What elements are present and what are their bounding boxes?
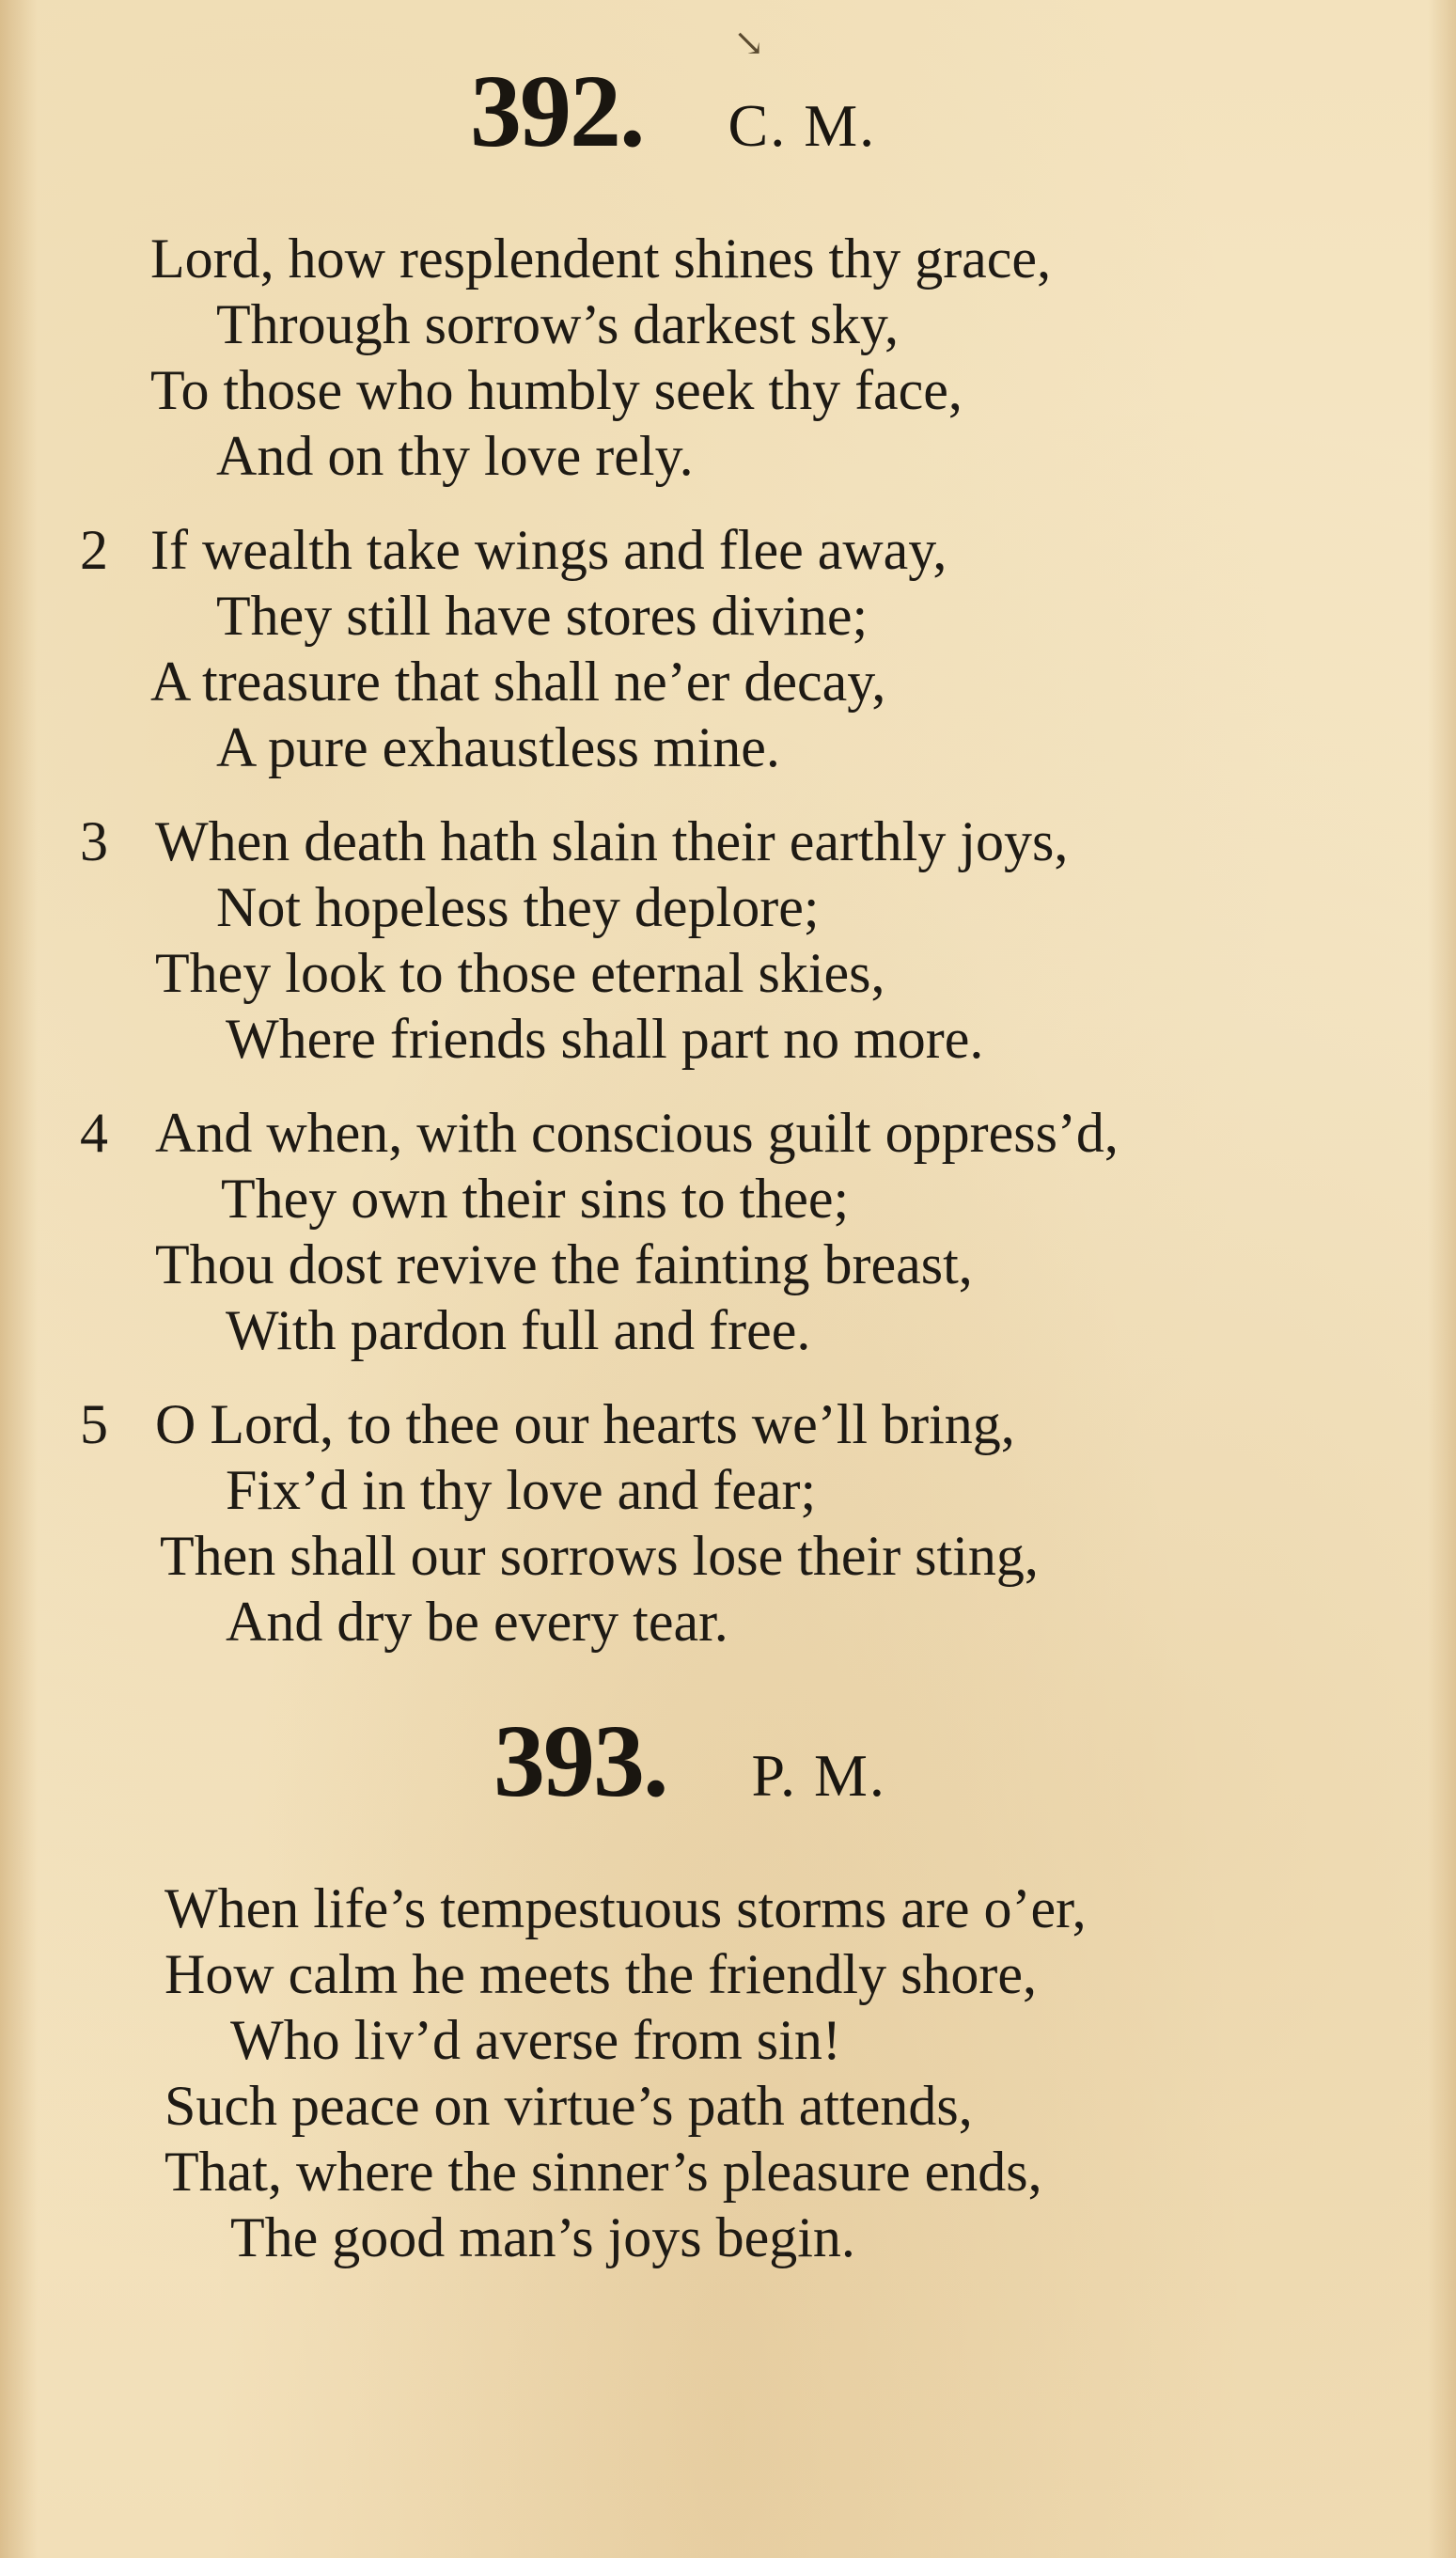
page-edge-shading xyxy=(0,0,38,2558)
verse-line: Fix’d in thy love and fear; xyxy=(226,1459,817,1521)
verse-line: Through sorrow’s darkest sky, xyxy=(216,293,900,355)
hymn-header xyxy=(470,52,876,171)
verse-number: 4 xyxy=(80,1102,108,1164)
verse-line: When death hath slain their earthly joys, xyxy=(155,810,1069,872)
hymn-meter: C. M. xyxy=(728,92,877,159)
verse-line: When life’s tempestuous storms are o’er, xyxy=(164,1877,1087,1939)
verse-line: If wealth take wings and flee away, xyxy=(150,519,947,581)
verse-line: O Lord, to thee our hearts we’ll bring, xyxy=(155,1393,1015,1455)
verse-line: And when, with conscious guilt oppress’d, xyxy=(155,1102,1119,1164)
verse-line: How calm he meets the friendly shore, xyxy=(164,1943,1038,2005)
verse-line: That, where the sinner’s pleasure ends, xyxy=(164,2141,1042,2203)
verse-line: The good man’s joys begin. xyxy=(230,2206,855,2268)
verse-line: And dry be every tear. xyxy=(226,1591,728,1653)
verse-line: And on thy love rely. xyxy=(216,425,694,487)
verse-line: Where friends shall part no more. xyxy=(226,1008,984,1070)
verse-line: They own their sins to thee; xyxy=(221,1168,850,1230)
page-edge-shading xyxy=(1428,0,1456,2558)
hymn-header xyxy=(493,1702,886,1821)
hymn-meter: P. M. xyxy=(751,1742,886,1809)
verse-number: 2 xyxy=(80,519,108,581)
hymn-number: 392. xyxy=(470,54,644,168)
verse-line: They look to those eternal skies, xyxy=(155,942,885,1004)
verse-line: Not hopeless they deplore; xyxy=(216,876,820,938)
verse-number: 5 xyxy=(80,1393,108,1455)
verse-line: Such peace on virtue’s path attends, xyxy=(164,2075,973,2137)
verse-number: 3 xyxy=(80,810,108,872)
verse-line: A pure exhaustless mine. xyxy=(216,716,780,778)
verse-line: To those who humbly seek thy face, xyxy=(150,359,963,421)
verse-line: With pardon full and free. xyxy=(226,1299,811,1361)
verse-line: Thou dost revive the fainting breast, xyxy=(155,1233,973,1295)
verse-line: A treasure that shall ne’er decay, xyxy=(150,651,886,713)
print-mark: ↘ xyxy=(733,22,765,64)
hymn-number: 393. xyxy=(493,1703,667,1818)
verse-line: Then shall our sorrows lose their sting, xyxy=(160,1525,1039,1587)
verse-line: Who liv’d averse from sin! xyxy=(230,2009,841,2071)
verse-line: Lord, how resplendent shines thy grace, xyxy=(150,228,1052,290)
verse-line: They still have stores divine; xyxy=(216,585,869,647)
